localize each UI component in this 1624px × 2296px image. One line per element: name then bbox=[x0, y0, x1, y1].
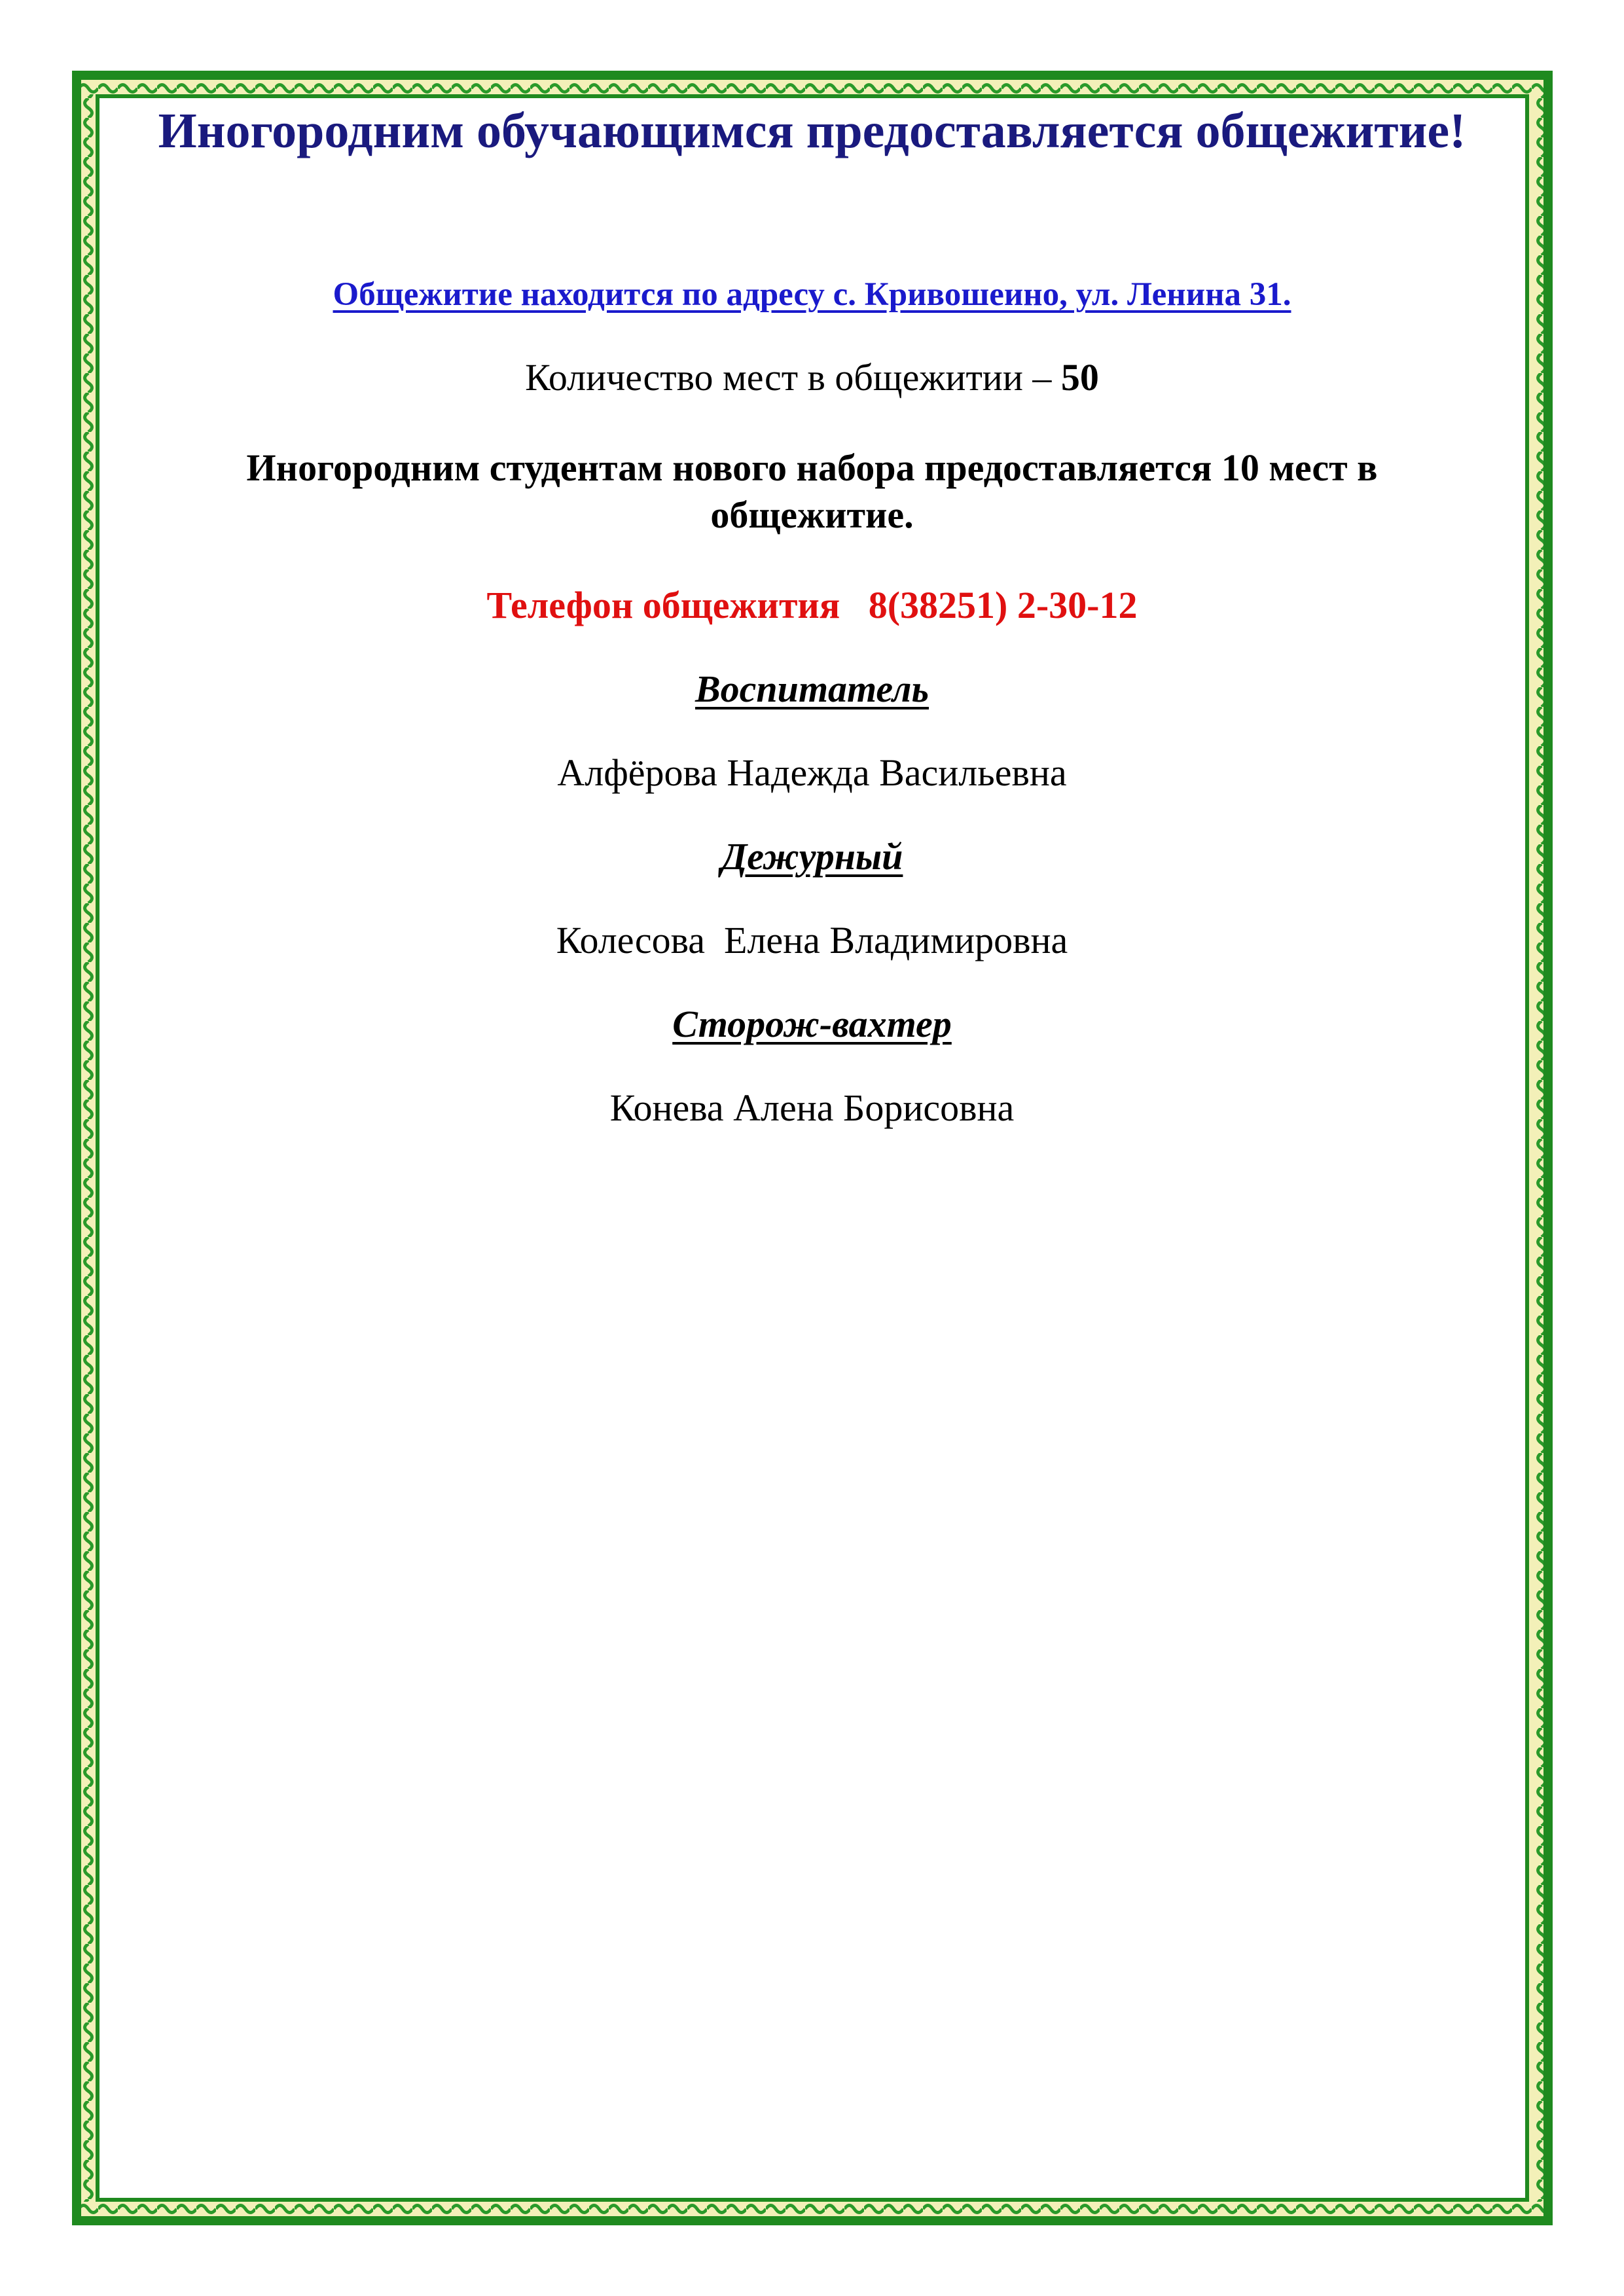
places-line bbox=[124, 351, 1500, 404]
new-students-note: Иногородним студентам нового набора предоставляется 10 мест в общежитие. bbox=[246, 446, 1378, 536]
role-heading-educator: Воспитатель bbox=[695, 668, 929, 710]
person-name-watchman: Конева Алена Борисовна bbox=[609, 1086, 1015, 1129]
role-heading-watchman: Сторож-вахтер bbox=[672, 1003, 952, 1045]
person-name-educator: Алфёрова Надежда Васильевна bbox=[557, 751, 1067, 794]
document-content bbox=[124, 98, 1500, 1134]
person-name-duty: Колесова Елена Владимировна bbox=[556, 919, 1068, 961]
places-value: 50 bbox=[1060, 356, 1099, 399]
address-link[interactable]: Общежитие находится по адресу с. Кривошеино, ул. Ленина 31. bbox=[333, 276, 1291, 313]
places-label: Количество мест в общежитии – bbox=[525, 356, 1061, 399]
phone-number: Телефон общежития 8(38251) 2-30-12 bbox=[486, 584, 1138, 626]
page-title: Иногородним обучающимся предоставляется общежитие! bbox=[158, 103, 1466, 158]
role-heading-duty: Дежурный bbox=[721, 835, 903, 878]
